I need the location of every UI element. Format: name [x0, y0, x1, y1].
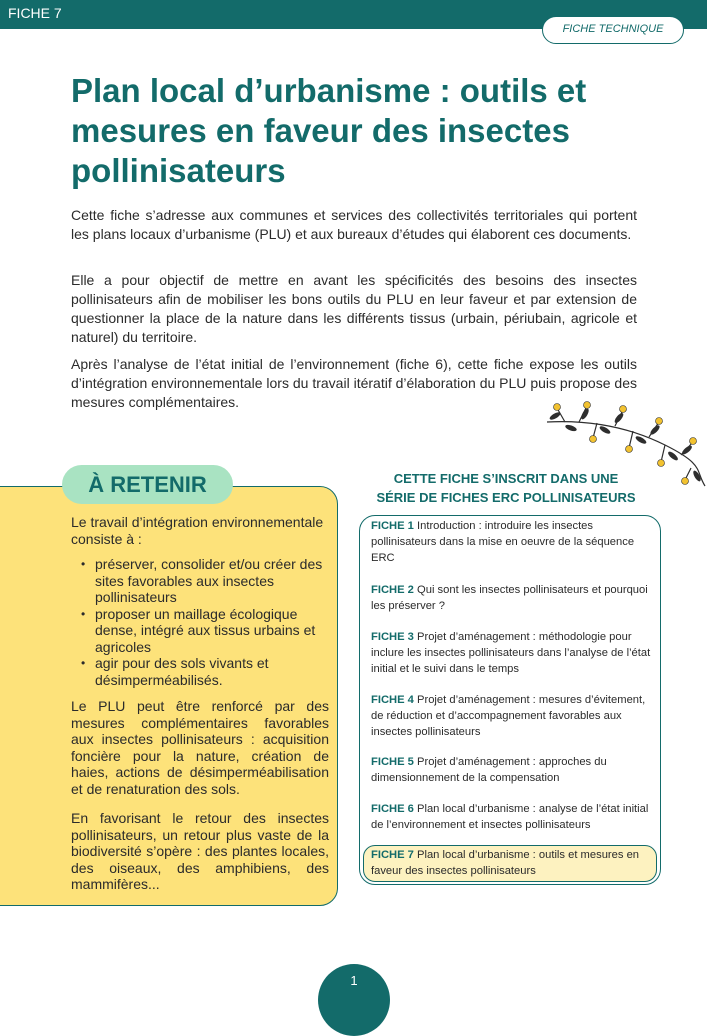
series-item-text: Introduction : introduire les insectes pollinisateurs dans la mise en oeuvre de la séquence ERC — [371, 520, 635, 564]
retenir-paragraph-2: Le PLU peut être renforcé par des mesures complémentaires favorables aux insectes pollinisateurs : acquisition foncière pour la nature, création de haies, actions de désimperméabilisation et de renaturation des sols. — [71, 698, 329, 797]
retenir-list-item: • agir pour des sols vivants et désimperméabilisés. — [80, 655, 330, 688]
series-item-number: FICHE 1 — [371, 520, 414, 532]
series-item-text: Plan local d’urbanisme : analyse de l’état initial de l’environnement et insectes pollinisateurs — [371, 803, 649, 831]
retenir-heading: À RETENIR — [62, 465, 233, 504]
series-item-text: Projet d’aménagement : méthodologie pour inclure les insectes pollinisateurs dans l’analyse de l’état initial et le suivi dans le temps — [371, 631, 651, 675]
series-item-text: Plan local d’urbanisme : outils et mesures en faveur des insectes pollinisateurs — [371, 849, 640, 877]
series-item-text: Qui sont les insectes pollinisateurs et pourquoi les préserver ? — [371, 584, 648, 612]
series-item-fiche-7 — [371, 847, 651, 879]
series-item-fiche-2 — [371, 582, 651, 614]
retenir-paragraph-3: En favorisant le retour des insectes pollinisateurs, un retour plus vaste de la biodiversité s’opère : des plantes locales, des oiseaux, des amphibiens, des mammifères... — [71, 810, 329, 892]
retenir-list-item: • proposer un maillage écologique dense, intégré aux tissus urbains et agricoles — [80, 606, 330, 656]
series-title-line-1: CETTE FICHE S’INSCRIT DANS UNE — [393, 471, 619, 486]
series-item-text: Projet d’aménagement : mesures d’évitement, de réduction et d’accompagnement favorables aux insectes pollinisateurs — [371, 694, 646, 738]
intro-paragraph-3: Après l’analyse de l’état initial de l’environnement (fiche 6), cette fiche expose les outils d’intégration environnementale lors du travail itératif d’élaboration du PLU puis propose des mesures complémentaires. — [71, 356, 637, 410]
fiche-label: FICHE 7 — [8, 5, 62, 21]
page-title: Plan local d’urbanisme : outils et mesures en faveur des insectes pollinisateurs — [71, 72, 587, 189]
series-item-fiche-4 — [371, 692, 651, 740]
retenir-list-item: • préserver, consolider et/ou créer des sites favorables aux insectes pollinisateurs — [80, 556, 330, 606]
series-item-number: FICHE 3 — [371, 631, 414, 643]
series-item-fiche-3 — [371, 629, 651, 677]
retenir-list — [80, 556, 330, 688]
series-item-fiche-1 — [371, 518, 651, 566]
series-item-number: FICHE 4 — [371, 694, 414, 706]
intro-paragraph-1: Cette fiche s’adresse aux communes et services des collectivités territoriales qui portent les plans locaux d’urbanisme (PLU) et aux bureaux d’études qui élaborent ces documents. — [71, 207, 637, 242]
page-number: 1 — [318, 964, 390, 1036]
series-item-number: FICHE 6 — [371, 803, 414, 815]
fiche-technique-badge: FICHE TECHNIQUE — [542, 16, 684, 44]
retenir-lead: Le travail d’intégration environnementale consiste à : — [71, 514, 324, 547]
series-item-fiche-6 — [371, 801, 651, 833]
series-title-line-2: SÉRIE DE FICHES ERC POLLINISATEURS — [376, 490, 636, 505]
series-item-number: FICHE 7 — [371, 849, 414, 861]
series-item-fiche-5 — [371, 754, 651, 786]
series-item-number: FICHE 5 — [371, 756, 414, 768]
intro-paragraph-2: Elle a pour objectif de mettre en avant les spécificités des besoins des insectes pollinisateurs afin de mobiliser les bons outils du PLU en leur faveur et par extension de questionner la place de la nature dans les différents tissus (urbain, périubain, agricole et naturel) du territoire. — [71, 272, 637, 345]
series-title — [352, 469, 660, 507]
series-item-number: FICHE 2 — [371, 584, 414, 596]
series-item-text: Projet d’aménagement : approches du dimensionnement de la compensation — [371, 756, 607, 784]
